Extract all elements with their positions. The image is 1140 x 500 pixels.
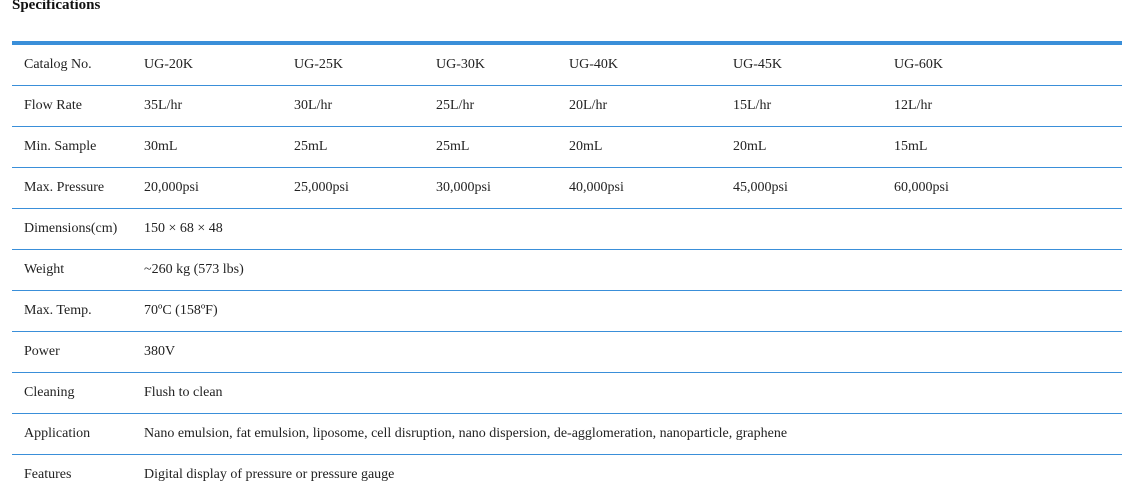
table-row-application [12,414,1122,455]
flow-rate-cell: 25L/hr [436,86,569,127]
catalog-cell: UG-40K [569,43,733,86]
max-pressure-cell: 25,000psi [294,168,436,209]
specifications-table [12,41,1122,495]
application-value: Nano emulsion, fat emulsion, liposome, cell disruption, nano dispersion, de-agglomeration, nanoparticle, graphene [144,414,1122,455]
row-label: Min. Sample [12,127,144,168]
table-row-cleaning [12,373,1122,414]
max-pressure-cell: 60,000psi [894,168,1122,209]
row-label: Cleaning [12,373,144,414]
catalog-cell: UG-45K [733,43,894,86]
table-row-flow-rate [12,86,1122,127]
catalog-cell: UG-20K [144,43,294,86]
flow-rate-cell: 30L/hr [294,86,436,127]
flow-rate-cell: 20L/hr [569,86,733,127]
row-label: Weight [12,250,144,291]
row-label: Application [12,414,144,455]
table-row-min-sample [12,127,1122,168]
min-sample-cell: 15mL [894,127,1122,168]
catalog-cell: UG-25K [294,43,436,86]
max-pressure-cell: 45,000psi [733,168,894,209]
min-sample-cell: 25mL [294,127,436,168]
max-pressure-cell: 20,000psi [144,168,294,209]
row-label: Dimensions(cm) [12,209,144,250]
features-value: Digital display of pressure or pressure gauge [144,467,395,482]
flow-rate-cell: 12L/hr [894,86,1122,127]
row-label: Power [12,332,144,373]
min-sample-cell: 20mL [733,127,894,168]
catalog-cell: UG-30K [436,43,569,86]
weight-value: ~260 kg (573 lbs) [144,250,1122,291]
power-value: 380V [144,332,1122,373]
min-sample-cell: 25mL [436,127,569,168]
table-row-max-temp [12,291,1122,332]
row-label: Max. Pressure [12,168,144,209]
table-row-dimensions [12,209,1122,250]
dimensions-value: 150 × 68 × 48 [144,209,1122,250]
min-sample-cell: 20mL [569,127,733,168]
flow-rate-cell: 35L/hr [144,86,294,127]
row-label: Features [24,467,72,482]
flow-rate-cell: 15L/hr [733,86,894,127]
table-row-weight [12,250,1122,291]
min-sample-cell: 30mL [144,127,294,168]
max-temp-value: 70ºC (158ºF) [144,291,1122,332]
row-label: Max. Temp. [12,291,144,332]
table-row-features [12,455,1122,496]
row-label: Catalog No. [12,43,144,86]
max-pressure-cell: 30,000psi [436,168,569,209]
section-title: Specifications [12,0,101,13]
table-row-power [12,332,1122,373]
row-label: Flow Rate [12,86,144,127]
table-row-max-pressure [12,168,1122,209]
table-row-catalog [12,43,1122,86]
catalog-cell: UG-60K [894,43,1122,86]
cleaning-value: Flush to clean [144,373,1122,414]
max-pressure-cell: 40,000psi [569,168,733,209]
